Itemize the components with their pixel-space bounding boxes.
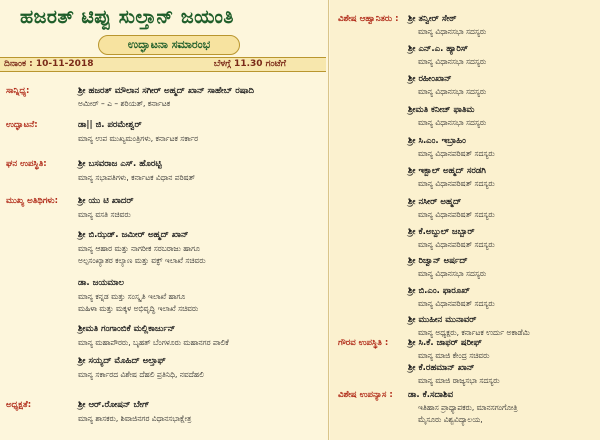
- entry-name: ಶ್ರೀ ಎನ್.ಎ. ಹ್ಯಾರಿಸ್: [408, 44, 469, 54]
- event-subtitle-badge: ಉದ್ಘಾಟನಾ ಸಮಾರಂಭ: [98, 35, 240, 55]
- entry-desc: ಮಾನ್ಯ ವಿಧಾನಸಭಾ ಸದಸ್ಯರು: [418, 27, 487, 36]
- section-label-mukhya-athithi: ಮುಖ್ಯ ಅತಿಥಿಗಳು:: [6, 196, 59, 206]
- entry-desc: ಮಾನ್ಯ ಮಾಜಿ ರಾಜ್ಯಸಭಾ ಸದಸ್ಯರು: [418, 376, 500, 385]
- entry-name: ಶ್ರೀ ಮುಹೀನ ಮುನಾವರ್: [408, 315, 477, 325]
- section-label-udghatane: ಉದ್ಘಾಟನೆ:: [6, 120, 38, 130]
- entry-desc: ಅಲ್ಪಸಂಖ್ಯಾತರ ಕಲ್ಯಾಣ ಮತ್ತು ವಕ್ಫ್ ಇಲಾಖೆ ಸಚಿವರು: [78, 256, 206, 265]
- column-divider: [328, 0, 329, 440]
- entry-desc: ಮೈಸೂರು ವಿಶ್ವವಿದ್ಯಾಲಯ,: [418, 415, 483, 424]
- entry-desc: ಮಾನ್ಯ ವಿಧಾನಪರಿಷತ್ ಸದಸ್ಯರು: [418, 210, 495, 219]
- entry-desc: ಮಾನ್ಯ ವಿಧಾನಪರಿಷತ್ ಸದಸ್ಯರು: [418, 299, 495, 308]
- entry-desc: ಮಾನ್ಯ ಸರ್ಕಾರದ ವಿಶೇಷ ದೆಹಲಿ ಪ್ರತಿನಿಧಿ, ನವದೆಹಲಿ: [78, 370, 204, 379]
- entry-desc: ಮಾನ್ಯ ವಿಧಾನಪರಿಷತ್ ಸದಸ್ಯರು: [418, 149, 495, 158]
- event-time: ಬೆಳಗ್ಗೆ 11.30 ಗಂಟೆಗೆ: [213, 59, 286, 69]
- section-label-vishesha-ahvanitaru: ವಿಶೇಷ ಆಹ್ವಾನಿತರು :: [338, 14, 399, 24]
- date-time-bar: [0, 57, 326, 72]
- entry-desc: ಮಾನ್ಯ ವಸತಿ ಸಚಿವರು: [78, 210, 131, 219]
- entry-desc: ಮಾನ್ಯ ಉಪ ಮುಖ್ಯಮಂತ್ರಿಗಳು, ಕರ್ನಾಟಕ ಸರ್ಕಾರ: [78, 134, 199, 143]
- entry-name: ಶ್ರೀ ಆರ್.ರೋಷನ್ ಬೇಗ್: [78, 400, 150, 410]
- entry-desc: ಮಾನ್ಯ ಶಾಸಕರು, ಶಿವಾಜಿನಗರ ವಿಧಾನಸಭಾಕ್ಷೇತ್ರ: [78, 414, 192, 423]
- entry-name: ಡಾ. ಕೆ.ಸದಾಶಿವ: [408, 390, 454, 400]
- entry-desc: ಮಾನ್ಯ ಕನ್ನಡ ಮತ್ತು ಸಂಸ್ಕೃತಿ ಇಲಾಖೆ ಹಾಗೂ: [78, 292, 186, 301]
- entry-desc: ಮಾನ್ಯ ಮಹಾಪೌರರು, ಬೃಹತ್ ಬೆಂಗಳೂರು ಮಹಾನಗರ ಪಾಲಿಕೆ: [78, 338, 229, 347]
- entry-name: ಡಾ|| ಜಿ. ಪರಮೇಶ್ವರ್: [78, 120, 142, 130]
- entry-desc: ಮಾನ್ಯ ವಿಧಾನಸಭಾ ಸದಸ್ಯರು: [418, 57, 487, 66]
- entry-desc: ಮಾನ್ಯ ವಿಧಾನಸಭಾ ಸದಸ್ಯರು: [418, 87, 487, 96]
- entry-name: ಶ್ರೀ ರಹೀಂಖಾನ್: [408, 74, 452, 84]
- entry-desc: ಮಾನ್ಯ ಆಹಾರ ಮತ್ತು ನಾಗರೀಕ ಸರಬರಾಜು ಹಾಗೂ: [78, 244, 200, 253]
- entry-name: ಶ್ರೀಮತಿ ಕನೀಜ್ ಫಾತಿಮ: [408, 105, 475, 115]
- entry-name: ಶ್ರೀ ಸಿ.ಎಂ. ಇಬ್ರಾಹಿಂ: [408, 136, 466, 146]
- entry-desc: ಮಾನ್ಯ ವಿಧಾನಸಭಾ ಸದಸ್ಯರು: [418, 118, 487, 127]
- entry-name: ಶ್ರೀ ರಿಜ್ವಾನ್ ಅರ್ಷದ್: [408, 256, 468, 266]
- entry-name: ಶ್ರೀ ಕೆ.ರಹಮಾನ್ ಖಾನ್: [408, 363, 475, 373]
- entry-name: ಶ್ರೀ ಬಿ.ಝಡ್. ಜಮೀರ್ ಅಹ್ಮದ್ ಖಾನ್: [78, 230, 189, 240]
- entry-name: ಶ್ರೀ ಸಿ.ಕೆ. ಜಾಫರ್ ಷರೀಫ್: [408, 338, 482, 348]
- event-date: ದಿನಾಂಕ : 10-11-2018: [4, 59, 94, 69]
- entry-name: ಶ್ರೀಮತಿ ಗಂಗಾಂಬಿಕೆ ಮಲ್ಲಿಕಾರ್ಜುನ್: [78, 324, 176, 334]
- entry-desc: ಮಹಿಳಾ ಮತ್ತು ಮಕ್ಕಳ ಅಭಿವೃದ್ಧಿ ಇಲಾಖೆ ಸಚಿವರು: [78, 304, 199, 313]
- entry-name: ಶ್ರೀ ಬಿ.ಎಂ. ಫಾರೂಖ್: [408, 286, 471, 296]
- entry-name: ಡಾ. ಜಯಮಾಲ: [78, 278, 125, 288]
- section-label-adhyakshate: ಅಧ್ಯಕ್ಷತೆ:: [6, 400, 32, 410]
- entry-desc: ಮಾನ್ಯ ಸಭಾಪತಿಗಳು, ಕರ್ನಾಟಕ ವಿಧಾನ ಪರಿಷತ್: [78, 173, 196, 182]
- entry-desc: ಮಾನ್ಯ ಅಧ್ಯಕ್ಷರು, ಕರ್ನಾಟಕ ಉರ್ದು ಅಕಾಡೆಮಿ: [418, 328, 530, 337]
- entry-name: ಶ್ರೀ ತನ್ವೀರ್ ಸೇಠ್: [408, 14, 457, 24]
- entry-name: ಶ್ರೀ ನಸೀರ್ ಅಹ್ಮದ್: [408, 197, 462, 207]
- page-title: ಹಜರತ್ ಟಿಪ್ಪು ಸುಲ್ತಾನ್ ಜಯಂತಿ: [20, 6, 234, 28]
- section-label-gourava-upasthiti: ಗೌರವ ಉಪಸ್ಥಿತಿ :: [338, 338, 389, 348]
- entry-desc: ಇತಿಹಾಸ ಪ್ರಾಧ್ಯಾಪಕರು, ಮಾನಸಗಂಗೋತ್ರಿ: [418, 403, 518, 412]
- entry-desc: ಮಾನ್ಯ ವಿಧಾನಪರಿಷತ್ ಸದಸ್ಯರು: [418, 240, 495, 249]
- entry-name: ಶ್ರೀ ಕೆ.ಅಬ್ದುಲ್ ಜಬ್ಬಾರ್: [408, 227, 475, 237]
- entry-desc: ಮಾನ್ಯ ವಿಧಾನಸಭಾ ಸದಸ್ಯರು: [418, 269, 487, 278]
- section-label-vishesha-upanyasa: ವಿಶೇಷ ಉಪನ್ಯಾಸ :: [338, 390, 393, 400]
- entry-desc: ಮಾನ್ಯ ಮಾಜಿ ಕೇಂದ್ರ ಸಚಿವರು: [418, 351, 490, 360]
- entry-name: ಶ್ರೀ ಯು ಟಿ ಖಾದರ್: [78, 196, 134, 206]
- entry-desc: ಮಾನ್ಯ ವಿಧಾನಪರಿಷತ್ ಸದಸ್ಯರು: [418, 179, 495, 188]
- entry-desc: ಅಮೀರ್ – ಎ – ಶರಿಯತ್, ಕರ್ನಾಟಕ: [78, 99, 171, 108]
- entry-name: ಶ್ರೀ ಸಯ್ಯದ್ ಮೊಹಿದ್ ಅಲ್ತಾಫ್: [78, 356, 166, 366]
- section-label-ghana-upasthiti: ಘನ ಉಪಸ್ಥಿತಿ:: [6, 159, 47, 169]
- entry-name: ಶ್ರೀ ಹಜರತ್ ಮೌಲಾನ ಸಗೀರ್ ಅಹ್ಮದ್ ಖಾನ್ ಸಾಹೇಬ್ ರಷಾದಿ: [78, 86, 254, 96]
- section-label-sannidhya: ಸಾನ್ನಿಧ್ಯ:: [6, 86, 30, 96]
- entry-name: ಶ್ರೀ ಇಕ್ಬಾಲ್ ಅಹ್ಮದ್ ಸರಡಗಿ: [408, 166, 486, 176]
- entry-name: ಶ್ರೀ ಬಸವರಾಜ ಎಸ್. ಹೊರಟ್ಟಿ: [78, 159, 162, 169]
